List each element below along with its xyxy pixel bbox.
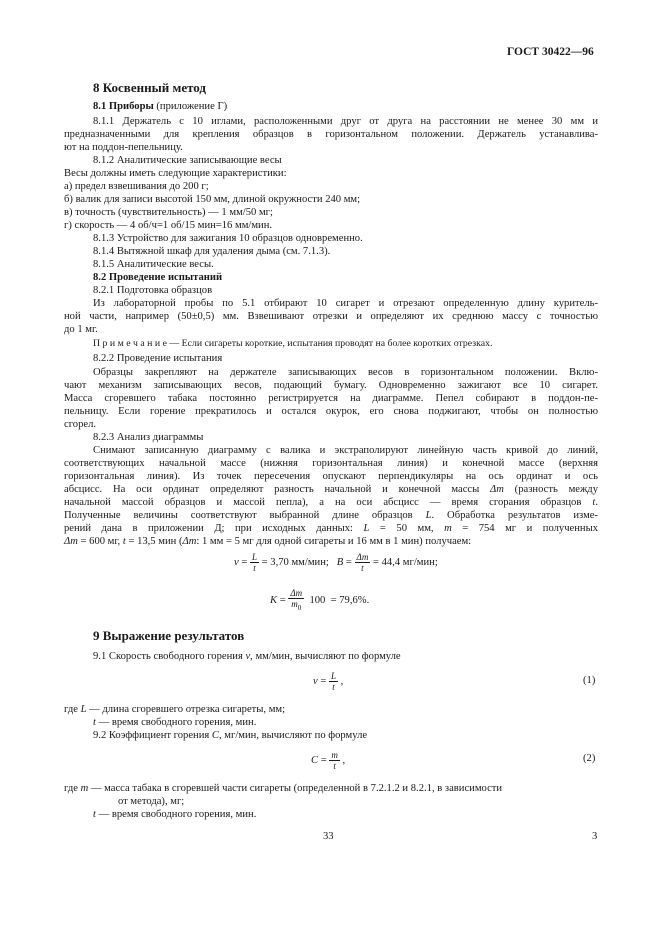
s823-line4 <box>64 483 598 496</box>
s81-title: 8.1 Приборы <box>93 101 154 112</box>
v-result: 3,70 мм/мин; <box>270 556 329 568</box>
s823-l8a: = 600 мг, <box>77 536 123 547</box>
s81-heading <box>93 100 227 113</box>
where2a: где <box>64 783 81 794</box>
s821-line2: ной части, например (50±0,5) мм. Взвешивают отрезки и определяют их среднюю массу с точностью <box>64 311 598 322</box>
s823-l5: начальной массой образцов и массой пепла), а на оси абсцисс — время сгорания образцов <box>64 497 593 508</box>
s823-l6a: Полученные величины соответствуют выбранной длине образцов <box>64 510 426 521</box>
s823-line5: начальной массой образцов и массой пепла), а на оси абсцисс — время сгорания образцов t. <box>64 497 598 508</box>
s811-line3: ют на поддон-пепельницу. <box>64 142 183 153</box>
standard-header: ГОСТ 30422—96 <box>507 46 594 58</box>
m-symbol: m <box>444 523 452 534</box>
frac-num-dm2: Δm <box>290 588 303 598</box>
k-mid: 100 <box>309 594 326 606</box>
where2b: — масса табака в сгоревшей части сигареты (определенной в 7.2.1.2 и 8.2.1, в зависимости <box>88 783 503 794</box>
s92-line <box>93 729 367 742</box>
where1a: где <box>64 704 81 715</box>
m0-var: m <box>291 599 298 609</box>
dm-symbol-2: Δm <box>64 536 78 547</box>
where1-line1 <box>64 703 285 716</box>
note <box>93 337 492 350</box>
t-var: t <box>93 717 96 728</box>
s823-l6b: . Обработка результатов изме- <box>431 510 598 521</box>
t-symbol-2: t <box>122 536 126 547</box>
s822-line5: сгорел. <box>64 419 97 430</box>
s822-line4: пельницу. Если горение прекратилось и остался окурок, его снова поджигают, чтобы он полностью <box>64 406 598 417</box>
s812-requirements: Весы должны иметь следующие характеристики: <box>64 168 287 179</box>
frac-L-t-2 <box>329 671 338 692</box>
s92a: 9.2 Коэффициент горения <box>93 730 212 741</box>
s823-l4b: (разность между <box>503 484 598 495</box>
dm-symbol-3: Δm <box>182 536 197 547</box>
s822-line1: Образцы закрепляют на держателе записывающих весов в горизонтальном положении. Вклю- <box>93 367 598 378</box>
item-v: в) точность (чувствительность) — 1 мм/50 мг; <box>64 207 273 218</box>
s813-line: 8.1.3 Устройство для зажигания 10 образцов одновременно. <box>93 233 363 244</box>
frac-L-t <box>250 552 259 573</box>
s822-line2: чают механизм записывающих весов, подающий бумагу. Одновременно зажигают все 10 сигарет. <box>64 380 598 391</box>
s823-line6 <box>64 509 598 522</box>
formula-2: C = $\frac{m}{t}$ , <box>311 750 346 771</box>
C-var-2: C <box>311 754 319 766</box>
s823-line3: горизонтальная линия). Из точек пересечения опускают перпендикуляры на ось ординат и ось <box>64 471 598 482</box>
m0-sub: 0 <box>297 603 302 612</box>
s823-line7 <box>64 522 598 535</box>
s821-line1: Из лабораторной пробы по 5.1 отбирают 10 сигарет и отрезают определенную длину куритель- <box>93 298 598 309</box>
formula-v-b: v = $\frac{L}{t}$ = 3,70 мм/мин; B = $\frac{\Delta m}{t}$ = 44,4 мг/мин; <box>234 552 438 573</box>
s821-heading: 8.2.1 Подготовка образцов <box>93 285 213 296</box>
item-a: а) предел взвешивания до 200 г; <box>64 181 209 192</box>
s822-heading: 8.2.2 Проведение испытания <box>93 353 223 364</box>
formula-1: v = $\frac{L}{t}$ , <box>313 671 344 692</box>
v-var: v <box>234 556 239 568</box>
s823-line1: Снимают записанную диаграмму с валика и экстраполируют линейную часть кривой до линий, <box>93 445 598 456</box>
s812-heading: 8.1.2 Аналитические записывающие весы <box>93 155 282 166</box>
frac-dm-m0 <box>288 588 304 613</box>
where1c: — время свободного горения, мин. <box>95 717 257 728</box>
s823-heading: 8.2.3 Анализ диаграммы <box>93 432 204 443</box>
s822-line3: Масса сгоревшего табака постоянно регистрируется на диаграмме. Пепел собирают в поддон-пе- <box>64 393 598 404</box>
k-result: = 79,6%. <box>330 594 370 606</box>
where2-line1 <box>64 782 502 795</box>
where2d: — время свободного горения, мин. <box>95 809 257 820</box>
L-symbol-2: L <box>363 523 370 534</box>
s811-line1: 8.1.1 Держатель с 10 иглами, расположенными друг от друга на расстоянии не менее 30 мм и <box>93 116 598 127</box>
frac-num-L: L <box>251 552 257 562</box>
page-number-center: 33 <box>323 831 334 842</box>
page-number-right: 3 <box>592 831 598 842</box>
item-g: г) скорость — 4 об/ч=1 об/15 мин=16 мм/мин. <box>64 220 273 231</box>
s823-l8c: : 1 мм = 5 мг для одной сигареты и 16 мм в 1 мин) получаем: <box>196 536 472 547</box>
item-b: б) валик для записи высотой 150 мм, длиной окружности 240 мм; <box>64 194 361 205</box>
s821-line3: до 1 мг. <box>64 324 98 335</box>
frac-num-m: m <box>331 750 338 760</box>
v-var-3: v <box>313 675 318 687</box>
t-var-2: t <box>93 809 96 820</box>
v-var-2: v <box>245 651 251 662</box>
section-9-title: 9 Выражение результатов <box>93 628 245 643</box>
C-var: C <box>211 730 219 741</box>
note-label: П р и м е ч а н и е <box>93 338 167 349</box>
eq-number-2: (2) <box>583 753 596 764</box>
s814-line: 8.1.4 Вытяжной шкаф для удаления дыма (см. 7.1.3). <box>93 246 331 257</box>
note-text: — Если сигареты короткие, испытания проводят на более коротких отрезках. <box>166 338 493 349</box>
s823-l8b: = 13,5 мин ( <box>125 536 183 547</box>
s81-ref: (приложение Г) <box>153 101 228 112</box>
s823-line8 <box>64 535 471 548</box>
s823-l4a: абсцисс. На оси ординат определяют разность начальной и конечной массы <box>64 484 491 495</box>
s811-line2: предназначенными для крепления образцов в горизонтальном положении. Держатель устанавлива- <box>64 129 598 140</box>
s82-title: 8.2 Проведение испытаний <box>93 272 223 283</box>
s823-l7b: = 50 мм, <box>369 523 445 534</box>
B-var: B <box>336 556 344 568</box>
s823-l7a: рений дана в приложении Д; при исходных данных: <box>64 523 364 534</box>
formula-k: K = $\frac{\Delta m}{m_0}$ 100 = 79,6%. <box>270 588 370 612</box>
s823-line2: соответствующих начальной массе (нижняя горизонтальная линия) и конечной массе (верхняя <box>64 458 598 469</box>
where2-line2: от метода), мг; <box>118 796 185 807</box>
s92b: , мг/мин, вычисляют по формуле <box>218 730 368 741</box>
frac-den-m0 <box>288 599 304 613</box>
frac-num-dm: Δm <box>356 552 369 562</box>
s815-line: 8.1.5 Аналитические весы. <box>93 259 214 270</box>
dm-symbol: Δm <box>490 484 504 495</box>
s91a: 9.1 Скорость свободного горения <box>93 651 246 662</box>
s823-l7c: = 754 мг и полученных <box>451 523 598 534</box>
where1-line2 <box>93 716 256 729</box>
frac-dm-t <box>355 552 371 573</box>
frac-den-t4: t <box>333 761 336 771</box>
t-symbol: t <box>592 497 596 508</box>
frac-m-t <box>329 750 340 771</box>
L-var: L <box>80 704 87 715</box>
section-8-title: 8 Косвенный метод <box>93 80 207 95</box>
frac-num-L2: L <box>330 671 336 681</box>
where2-line3 <box>93 808 256 821</box>
frac-den-t3: t <box>332 682 335 692</box>
frac-den-t: t <box>253 563 256 573</box>
s91-line <box>93 650 401 663</box>
s91b: , мм/мин, вычисляют по формуле <box>250 651 401 662</box>
eq-number-1: (1) <box>583 675 596 686</box>
frac-den-t2: t <box>361 563 364 573</box>
K-var: K <box>270 594 278 606</box>
m-var: m <box>80 783 89 794</box>
L-symbol: L <box>425 510 432 521</box>
b-result: 44,4 мг/мин; <box>381 556 438 568</box>
where1b: — длина сгоревшего отрезка сигареты, мм; <box>86 704 286 715</box>
